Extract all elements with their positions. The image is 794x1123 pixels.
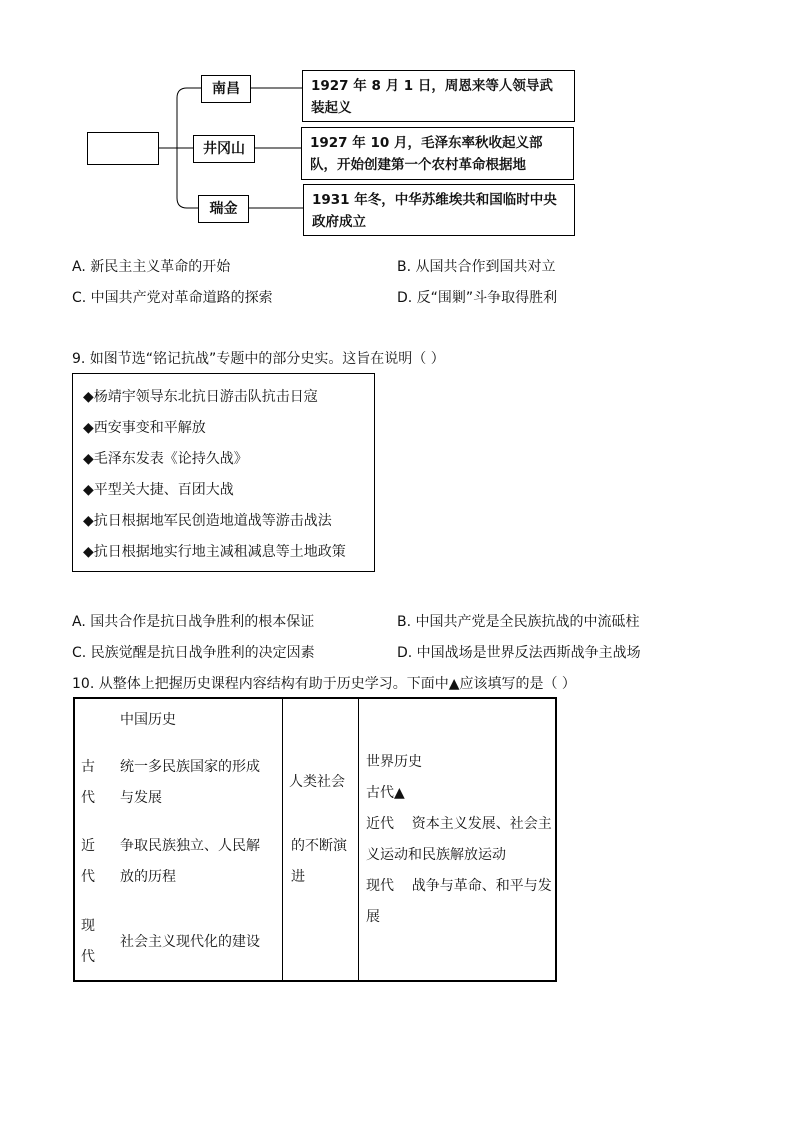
q9-option-a[interactable]: A. 国共合作是抗日战争胜利的根本保证 bbox=[72, 614, 315, 630]
q10-structure-table bbox=[73, 697, 557, 982]
q8-option-d[interactable]: D. 反“围剿”斗争取得胜利 bbox=[397, 290, 558, 306]
fact-item: ◆毛泽东发表《论持久战》 bbox=[83, 451, 248, 467]
q9-option-c[interactable]: C. 民族觉醒是抗日战争胜利的决定因素 bbox=[72, 645, 315, 661]
q9-option-b[interactable]: B. 中国共产党是全民族抗战的中流砥柱 bbox=[397, 614, 640, 630]
china-history-title: 中国历史 bbox=[120, 712, 176, 728]
q10-stem: 10. 从整体上把握历史课程内容结构有助于历史学习。下面中▲应该填写的是（ ） bbox=[72, 676, 576, 692]
event-box-jinggangshan: 1927 年 10 月，毛泽东率秋收起义部队，开始创建第一个农村革命根据地 bbox=[301, 127, 574, 180]
fact-item: ◆抗日根据地实行地主减租减息等土地政策 bbox=[83, 544, 346, 560]
fact-item: ◆平型关大捷、百团大战 bbox=[83, 482, 234, 498]
column-divider bbox=[358, 699, 359, 980]
event-box-nanchang: 1927 年 8 月 1 日，周恩来等人领导武装起义 bbox=[302, 70, 575, 122]
q9-stem: 9. 如图节选“铭记抗战”专题中的部分史实。这旨在说明（ ） bbox=[72, 351, 445, 367]
period-modern-bottom: 代 bbox=[81, 869, 95, 885]
q9-facts-box bbox=[72, 373, 375, 572]
fact-item: ◆抗日根据地军民创造地道战等游击战法 bbox=[83, 513, 332, 529]
label-ruijin: 瑞金 bbox=[198, 195, 249, 223]
q9-option-d[interactable]: D. 中国战场是世界反法西斯战争主战场 bbox=[397, 645, 641, 661]
world-history-line: 世界历史 bbox=[366, 754, 422, 770]
period-ancient-bottom: 代 bbox=[81, 790, 95, 806]
label-nanchang: 南昌 bbox=[201, 75, 251, 103]
fact-item: ◆杨靖宇领导东北抗日游击队抗击日寇 bbox=[83, 389, 318, 405]
period-ancient-desc: 统一多民族国家的形成 bbox=[120, 759, 260, 775]
period-modern-desc: 放的历程 bbox=[120, 869, 176, 885]
middle-text: 人类社会 bbox=[289, 774, 345, 790]
period-ancient-top: 古 bbox=[81, 759, 95, 775]
period-contemporary-bottom: 代 bbox=[81, 949, 95, 965]
period-modern-desc: 争取民族独立、人民解 bbox=[120, 838, 260, 854]
middle-text: 进 bbox=[291, 869, 305, 885]
period-contemporary-desc: 社会主义现代化的建设 bbox=[120, 934, 260, 950]
q8-option-a[interactable]: A. 新民主主义革命的开始 bbox=[72, 259, 231, 275]
q8-option-c[interactable]: C. 中国共产党对革命道路的探索 bbox=[72, 290, 273, 306]
period-ancient-desc: 与发展 bbox=[120, 790, 162, 806]
middle-text: 的不断演 bbox=[291, 838, 347, 854]
column-divider bbox=[282, 699, 283, 980]
fact-item: ◆西安事变和平解放 bbox=[83, 420, 206, 436]
label-jinggangshan: 井冈山 bbox=[193, 135, 255, 163]
world-history-line: 展 bbox=[366, 909, 380, 925]
period-contemporary-top: 现 bbox=[81, 918, 95, 934]
world-history-line: 近代 资本主义发展、社会主 bbox=[366, 816, 552, 832]
world-history-line: 现代 战争与革命、和平与发 bbox=[366, 878, 552, 894]
event-box-ruijin: 1931 年冬，中华苏维埃共和国临时中央政府成立 bbox=[303, 184, 575, 236]
period-modern-top: 近 bbox=[81, 838, 95, 854]
world-history-line: 古代▲ bbox=[366, 785, 405, 801]
q8-option-b[interactable]: B. 从国共合作到国共对立 bbox=[397, 259, 556, 275]
world-history-line: 义运动和民族解放运动 bbox=[366, 847, 506, 863]
